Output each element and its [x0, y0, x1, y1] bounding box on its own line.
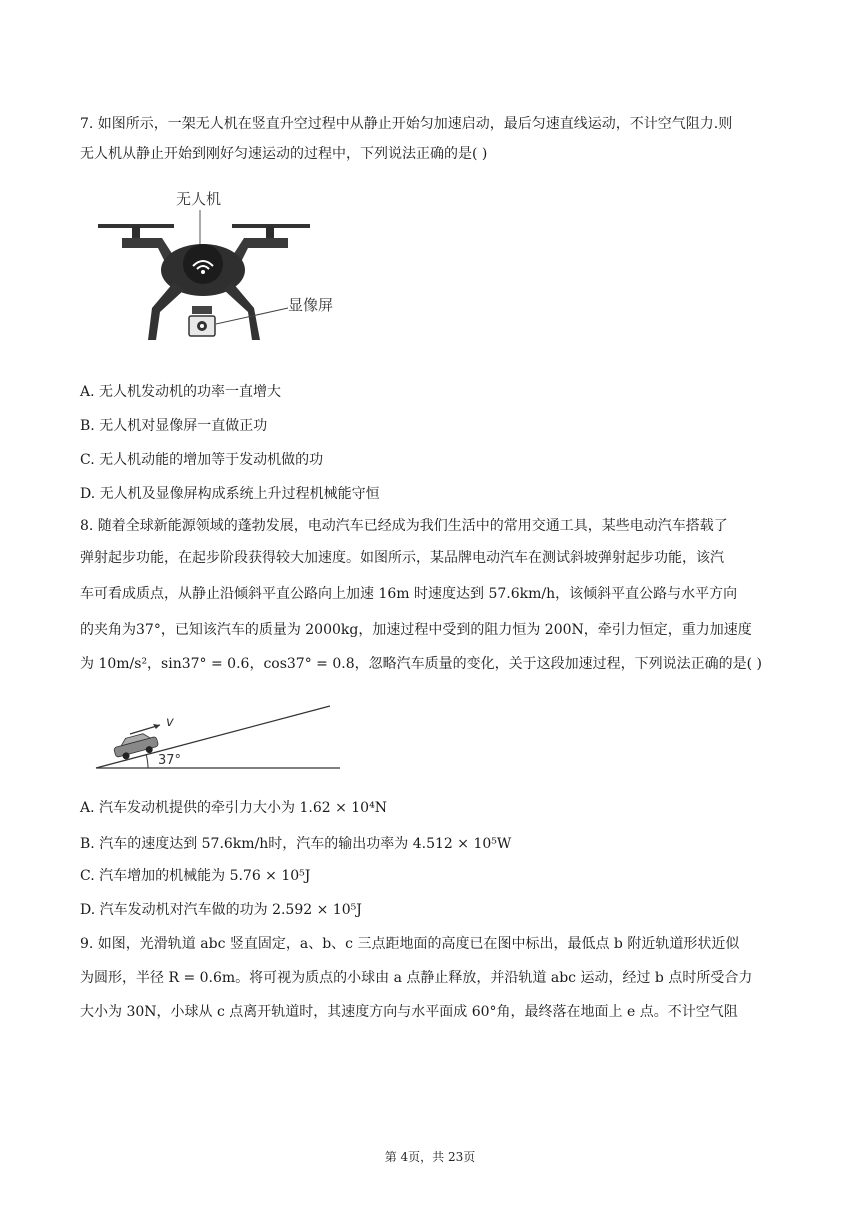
q8-stem-line-2: 弹射起步功能，在起步阶段获得较大加速度。如图所示，某品牌电动汽车在测试斜坡弹射起步功能，该汽	[80, 550, 724, 566]
q7-option-d: D. 无人机及显像屏构成系统上升过程机械能守恒	[80, 486, 380, 502]
q7-option-c: C. 无人机动能的增加等于发动机做的功	[80, 452, 324, 468]
q8-stem-line-1: 8. 随着全球新能源领域的蓬勃发展，电动汽车已经成为我们生活中的常用交通工具，某些电动汽车搭载了	[80, 518, 728, 534]
drone-label: 无人机	[176, 190, 222, 208]
q9-stem-line-3: 大小为 30N，小球从 c 点离开轨道时，其速度方向与水平面成 60°角，最终落在地面上 e 点。不计空气阻	[80, 1004, 738, 1020]
q8-stem-line-3: 车可看成质点，从静止沿倾斜平直公路向上加速 16m 时速度达到 57.6km/h，该倾斜平直公路与水平方向	[80, 586, 738, 602]
q8-option-b: B. 汽车的速度达到 57.6km/h时，汽车的输出功率为 4.512 × 10⁵W	[80, 836, 512, 852]
q9-stem-line-1: 9. 如图，光滑轨道 abc 竖直固定，a、b、c 三点距地面的高度已在图中标出，最低点 b 附近轨道形状近似	[80, 936, 740, 952]
slope-figure	[90, 698, 350, 778]
q7-stem-line-2: 无人机从静止开始到刚好匀速运动的过程中，下列说法正确的是( )	[80, 146, 488, 162]
velocity-label: v	[166, 715, 174, 730]
q7-stem-line-1: 7. 如图所示，一架无人机在竖直升空过程中从静止开始匀加速启动，最后匀速直线运动，不计空气阻力.则	[80, 116, 733, 132]
angle-arc	[146, 754, 148, 768]
drone-figure	[92, 182, 362, 354]
q8-option-d: D. 汽车发动机对汽车做的功为 2.592 × 10⁵J	[80, 902, 362, 918]
page-footer: 第 4页，共 23页	[384, 1150, 476, 1164]
angle-label: 37°	[158, 753, 182, 768]
q8-option-a: A. 汽车发动机提供的牵引力大小为 1.62 × 10⁴N	[80, 800, 387, 816]
q7-option-a: A. 无人机发动机的功率一直增大	[80, 384, 282, 400]
q8-stem-line-4: 的夹角为37°，已知该汽车的质量为 2000kg，加速过程中受到的阻力恒为 200N，牵引力恒定，重力加速度	[80, 622, 752, 638]
q9-stem-line-2: 为圆形，半径 R = 0.6m。将可视为质点的小球由 a 点静止释放，并沿轨道 abc 运动，经过 b 点时所受合力	[80, 970, 753, 986]
q7-option-b: B. 无人机对显像屏一直做正功	[80, 418, 268, 434]
q8-stem-line-5: 为 10m/s²，sin37° = 0.6，cos37° = 0.8，忽略汽车质量的变化，关于这段加速过程，下列说法正确的是( )	[80, 656, 762, 672]
q8-option-c: C. 汽车增加的机械能为 5.76 × 10⁵J	[80, 868, 311, 884]
screen-label: 显像屏	[288, 296, 334, 314]
